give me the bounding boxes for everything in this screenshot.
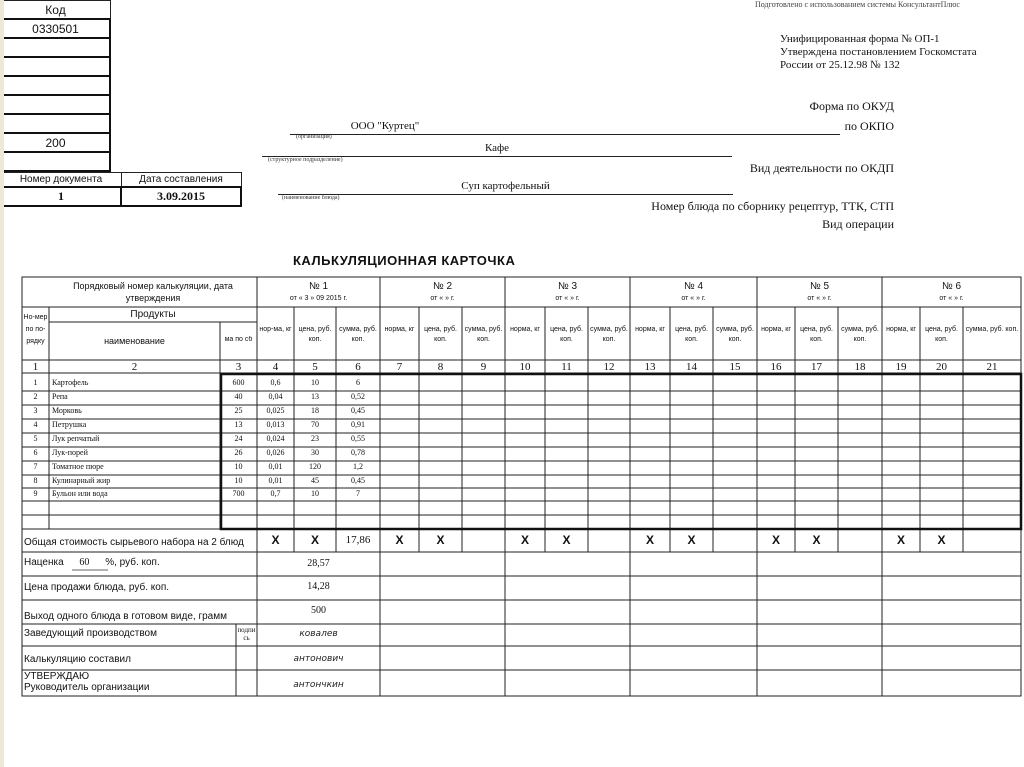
column-number: 13 [644,361,656,373]
column-number: 12 [603,361,615,373]
rownum-header: Но-мер по по-рядку [23,314,48,345]
total-x-mark: X [520,533,529,547]
subdivision-line [262,142,732,157]
okdp-label: Вид деятельности по ОКДП [749,161,894,175]
column-number: 20 [936,361,947,373]
head-production-label: Заведующий производством [24,628,157,639]
operation-label: Вид операции [822,217,894,231]
product-norm: 0,6 [270,378,281,387]
okud-label: Форма по ОКУД [809,99,894,113]
product-code: 700 [232,489,245,498]
product-sum: 0,52 [351,392,365,401]
yield-value: 500 [311,605,326,616]
dish-line [278,180,733,195]
dish-name: Суп картофельный [461,180,550,192]
product-name: Бульон или вода [52,489,108,498]
sum-header-2: сумма, руб. коп. [464,326,503,343]
column-number: 3 [235,361,242,373]
approved-text: Утверждена постановлением Госкомстата [780,46,977,58]
column-number: 16 [770,361,782,373]
product-sum: 1,2 [353,462,363,471]
product-sum: 0,55 [351,434,365,443]
blank-code-2[interactable] [1,76,110,95]
column-number: 19 [895,361,907,373]
page-edge [0,0,4,767]
total-x-mark: X [896,533,905,547]
product-code: 600 [232,378,245,387]
norm-header-3: норма, кг [510,326,540,333]
total-x-mark: X [436,533,445,547]
product-code: 40 [234,392,243,401]
document-title: КАЛЬКУЛЯЦИОННАЯ КАРТОЧКА [293,253,516,268]
calc-num-5: № 5 [809,281,830,292]
document-number-table [0,172,242,207]
column-number: 18 [854,361,866,373]
row-number: 8 [33,476,38,485]
total-x-mark: X [812,533,821,547]
org-caption: (организация) [296,134,332,140]
product-norm: 0,04 [268,392,283,401]
signature-head[interactable]: ковалев [299,629,338,639]
total-x-mark: X [937,533,946,547]
signature-caption: подпись [237,626,256,642]
price-header-4: цена, руб. коп. [675,326,708,343]
column-number: 14 [686,361,697,373]
product-code: 25 [234,406,243,415]
calc-num-3: № 3 [557,281,578,292]
column-number: 2 [131,361,138,373]
dish-caption: (наименование блюда) [282,195,340,201]
total-label: Общая стоимость сырьевого набора на 2 блюд [24,537,244,548]
product-norm: 0,01 [268,476,283,485]
org-name: ООО "Куртец" [350,120,420,132]
product-name: Лук репчатый [52,434,100,443]
column-number: 11 [561,361,572,373]
markup-label-a: Наценка [24,557,64,568]
product-sum: 0,78 [351,448,365,457]
norm-header-4: норма, кг [635,326,665,333]
calc-date-5[interactable]: от « » г. [807,295,832,302]
product-code: 24 [234,434,243,443]
markup-label [24,557,160,568]
compiled-by-label: Калькуляцию составил [24,654,131,665]
code-header: Код [1,1,110,20]
signature-director[interactable]: антончкин [293,680,344,690]
row-number: 7 [33,462,38,471]
form-name: Унифицированная форма № ОП-1 [780,33,940,45]
row-number: 3 [33,406,38,415]
calc-num-2: № 2 [432,281,453,292]
blank-code-3[interactable] [1,114,110,133]
row-number: 1 [33,378,38,387]
product-code: 13 [234,420,243,429]
product-price: 70 [311,420,319,429]
column-number: 6 [355,361,361,373]
calc-date-4[interactable]: от « » г. [681,295,706,302]
column-number: 7 [396,361,403,373]
product-price: 30 [311,448,319,457]
total-x-mark: X [771,533,780,547]
product-norm: 0,026 [266,448,285,457]
product-price: 45 [311,476,319,485]
product-sum: 0,45 [351,476,365,485]
price-label: Цена продажи блюда, руб. коп. [24,582,170,593]
column-number: 8 [437,361,444,373]
price-header-2: цена, руб. коп. [424,326,457,343]
norm-header-2: норма, кг [384,326,415,333]
doc-number-header: Номер документа [1,173,121,188]
product-name: Морковь [52,406,82,415]
calc-date-3[interactable]: от « » г. [555,295,580,302]
total-x-mark: X [271,533,280,547]
yield-label: Выход одного блюда в готовом виде, грамм [24,611,227,622]
column-number: 5 [312,361,318,373]
okpo-value[interactable] [1,38,110,57]
products-header: Продукты [130,309,176,320]
product-name: Картофель [52,378,89,387]
calc-header: Порядковый номер калькуляции, дата утверждения [73,281,233,303]
norm-header-6: норма, кг [886,326,916,333]
column-number: 17 [811,361,822,373]
row-number: 4 [33,420,38,429]
product-norm: 0,01 [268,462,283,471]
product-price: 10 [311,489,319,498]
product-code: 10 [234,462,243,471]
product-norm: 0,013 [266,420,285,429]
sum-header-5: сумма, руб. коп. [841,326,879,343]
approve-label: УТВЕРЖДАЮ [24,671,90,682]
column-number: 15 [729,361,741,373]
product-name: Кулинарный жир [52,476,111,485]
signature-compiler[interactable]: антонович [293,654,344,664]
name-header: наименование [104,336,165,346]
product-sum: 6 [356,378,360,387]
product-name: Петрушка [52,420,87,429]
calc-date-2[interactable]: от « » г. [430,295,455,302]
recipe-value[interactable]: 200 [1,133,110,152]
codes-table [0,0,111,172]
product-sum: 0,45 [351,406,365,415]
markup-percent[interactable]: 60 [79,557,90,568]
price-header-3: цена, руб. коп. [550,326,583,343]
total-x-mark: X [562,533,571,547]
price-header-6: цена, руб. коп. [925,326,958,343]
total-x-mark: X [645,533,654,547]
total-x-mark: X [310,533,319,547]
product-price: 120 [309,462,321,471]
director-label: Руководитель организации [24,682,150,693]
row-number: 2 [33,392,38,401]
form-header [780,33,977,72]
product-sum: 7 [356,489,360,498]
markup-value: 28,57 [307,558,330,569]
row-number: 9 [33,489,38,498]
product-price: 23 [311,434,319,443]
subdivision-caption: (структурное подразделение) [268,157,343,163]
doc-date-value[interactable]: 3.09.2015 [121,187,241,206]
doc-number-value[interactable]: 1 [1,187,121,206]
okud-value[interactable]: 0330501 [1,19,110,38]
column-number: 1 [32,361,39,373]
okpo-label: по ОКПО [844,119,894,133]
price-value: 14,28 [307,581,330,592]
column-number: 21 [986,361,998,373]
column-number: 10 [519,361,531,373]
product-code: 10 [234,476,243,485]
total-sum: 17,86 [345,534,371,546]
blank-code-1[interactable] [1,57,110,76]
approved-date: России от 25.12.98 № 132 [780,59,900,71]
calc-date-6[interactable]: от « » г. [939,295,964,302]
norm-header-1: нор-ма, кг [259,326,292,333]
product-price: 10 [311,378,319,387]
price-header-1: цена, руб. коп. [298,326,332,343]
price-header-5: цена, руб. коп. [800,326,833,343]
column-number: 4 [272,361,279,373]
operation-value[interactable] [1,152,110,171]
sum-header-4: сумма, руб. коп. [716,326,754,343]
total-x-mark: X [395,533,404,547]
sum-header-3: сумма, руб. коп. [590,326,628,343]
column-number: 9 [480,361,487,373]
row-number: 6 [33,448,38,457]
product-price: 13 [311,392,319,401]
product-name: Томатное пюре [52,462,104,471]
okdp-value[interactable] [1,95,110,114]
total-x-mark: X [687,533,696,547]
row-number: 5 [33,434,38,443]
product-norm: 0,025 [266,406,285,415]
prepared-note: Подготовлено с использованием системы КонсультантПлюс [755,0,960,9]
doc-date-header: Дата составления [121,173,241,188]
sum-header-1: сумма, руб. коп. [339,326,377,343]
norm-header-5: норма, кг [761,326,791,333]
calc-num-1: № 1 [308,281,329,292]
calc-date-1[interactable]: от « 3 » 09 2015 г. [289,295,348,302]
sum-header-6: сумма, руб. коп. [965,326,1019,333]
markup-label-b: %, руб. коп. [105,557,160,568]
product-norm: 0,7 [270,489,281,498]
product-sum: 0,91 [351,420,365,429]
product-price: 18 [311,406,319,415]
product-code: 26 [234,448,243,457]
product-name: Репа [52,392,68,401]
recipe-label: Номер блюда по сборнику рецептур, ТТК, СТП [651,199,894,213]
product-name: Лук-порей [52,448,88,457]
code-header: ма по сб [224,336,253,343]
approval-block [24,671,149,693]
calc-num-6: № 6 [941,281,962,292]
org-name-line [290,120,840,135]
subdivision-name: Кафе [484,142,510,154]
calc-num-4: № 4 [683,281,704,292]
product-norm: 0,024 [266,434,285,443]
